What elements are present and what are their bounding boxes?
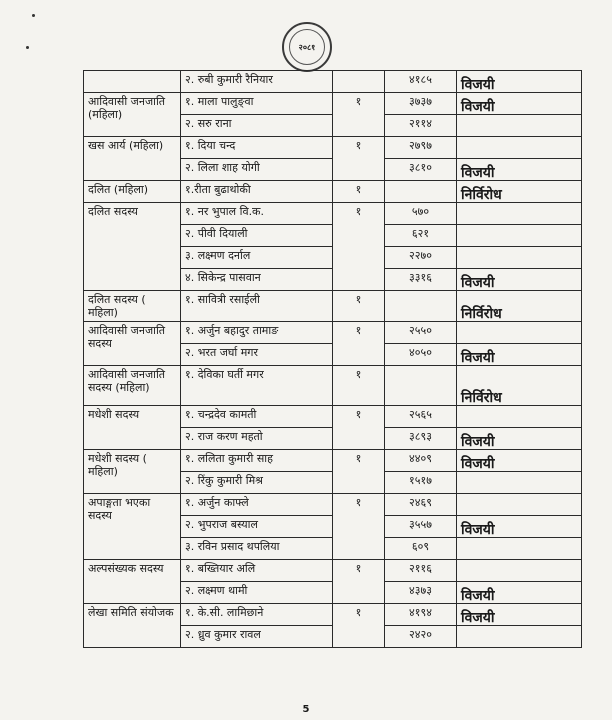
post-cell: आदिवासी जनजाति (महिला) bbox=[84, 93, 181, 137]
post-cell: लेखा समिति संयोजक bbox=[84, 604, 181, 648]
seats-cell: १ bbox=[333, 450, 385, 494]
candidate-cell: १. अर्जुन बहादुर तामाङ bbox=[181, 322, 333, 344]
candidate-cell: २. सरु राना bbox=[181, 115, 333, 137]
result-cell: निर्विरोध bbox=[457, 291, 582, 322]
votes-cell: ४०५० bbox=[385, 344, 457, 366]
candidate-cell: १. बख्तियार अलि bbox=[181, 560, 333, 582]
votes-cell: ३५५७ bbox=[385, 516, 457, 538]
margin-dot bbox=[32, 14, 35, 17]
candidate-cell: १. नर भुपाल वि.क. bbox=[181, 203, 333, 225]
result-cell bbox=[457, 494, 582, 516]
table-row bbox=[84, 450, 582, 472]
result-cell: विजयी bbox=[457, 428, 582, 450]
votes-cell: ४४०९ bbox=[385, 450, 457, 472]
candidate-cell: २. रुबी कुमारी रैनियार bbox=[181, 71, 333, 93]
post-cell: खस आर्य (महिला) bbox=[84, 137, 181, 181]
table-row bbox=[84, 604, 582, 626]
votes-cell: २४२० bbox=[385, 626, 457, 648]
seats-cell: १ bbox=[333, 291, 385, 322]
votes-cell: २२७० bbox=[385, 247, 457, 269]
result-cell bbox=[457, 137, 582, 159]
votes-cell: ४३७३ bbox=[385, 582, 457, 604]
table-row bbox=[84, 406, 582, 428]
result-cell: विजयी bbox=[457, 604, 582, 626]
candidate-cell: २. लिला शाह योगी bbox=[181, 159, 333, 181]
candidate-cell: १. दिया चन्द bbox=[181, 137, 333, 159]
table-row bbox=[84, 322, 582, 344]
post-cell: अल्पसंख्यक सदस्य bbox=[84, 560, 181, 604]
candidate-cell: २. लक्ष्मण थामी bbox=[181, 582, 333, 604]
candidate-cell: २. भरत जर्घा मगर bbox=[181, 344, 333, 366]
table-row bbox=[84, 494, 582, 516]
result-cell bbox=[457, 247, 582, 269]
seal-text: २०८१ bbox=[289, 29, 325, 65]
candidate-cell: २. ध्रुव कुमार रावल bbox=[181, 626, 333, 648]
votes-cell: २५६५ bbox=[385, 406, 457, 428]
result-cell bbox=[457, 322, 582, 344]
result-cell: विजयी bbox=[457, 450, 582, 472]
candidate-cell: २. रिंकु कुमारी मिश्र bbox=[181, 472, 333, 494]
seats-cell bbox=[333, 71, 385, 93]
result-cell bbox=[457, 225, 582, 247]
votes-cell: २५५० bbox=[385, 322, 457, 344]
table-row bbox=[84, 366, 582, 406]
candidate-cell: १. माला पालुङ्वा bbox=[181, 93, 333, 115]
candidate-cell: १. के.सी. लामिछाने bbox=[181, 604, 333, 626]
votes-cell: ५७० bbox=[385, 203, 457, 225]
candidate-cell: ४. सिकेन्द्र पासवान bbox=[181, 269, 333, 291]
votes-cell: ३८९३ bbox=[385, 428, 457, 450]
candidate-cell: १. ललिता कुमारी साह bbox=[181, 450, 333, 472]
result-cell: विजयी bbox=[457, 269, 582, 291]
post-cell: अपाङ्गता भएका सदस्य bbox=[84, 494, 181, 560]
seats-cell: १ bbox=[333, 366, 385, 406]
seats-cell: १ bbox=[333, 406, 385, 450]
post-cell: आदिवासी जनजाति सदस्य bbox=[84, 322, 181, 366]
candidate-cell: २. भुपराज बस्याल bbox=[181, 516, 333, 538]
candidate-cell: २. राज करण महतो bbox=[181, 428, 333, 450]
post-cell: दलित सदस्य ( महिला) bbox=[84, 291, 181, 322]
candidate-cell: १. अर्जुन काफ्ले bbox=[181, 494, 333, 516]
result-cell: विजयी bbox=[457, 582, 582, 604]
result-cell bbox=[457, 472, 582, 494]
election-results-table bbox=[83, 70, 582, 648]
votes-cell: २४६९ bbox=[385, 494, 457, 516]
seats-cell: १ bbox=[333, 494, 385, 560]
seats-cell: १ bbox=[333, 322, 385, 366]
seats-cell: १ bbox=[333, 203, 385, 291]
table-row bbox=[84, 203, 582, 225]
result-cell bbox=[457, 115, 582, 137]
candidate-cell: १. देविका घर्ती मगर bbox=[181, 366, 333, 406]
result-cell bbox=[457, 203, 582, 225]
post-cell: मधेशी सदस्य bbox=[84, 406, 181, 450]
post-cell: मधेशी सदस्य ( महिला) bbox=[84, 450, 181, 494]
votes-cell: ३८१० bbox=[385, 159, 457, 181]
votes-cell: २११४ bbox=[385, 115, 457, 137]
post-cell: दलित (महिला) bbox=[84, 181, 181, 203]
votes-cell: ४१९४ bbox=[385, 604, 457, 626]
seats-cell: १ bbox=[333, 181, 385, 203]
page-number: 5 bbox=[302, 704, 310, 715]
votes-cell bbox=[385, 181, 457, 203]
result-cell bbox=[457, 626, 582, 648]
result-cell: विजयी bbox=[457, 71, 582, 93]
votes-cell: ३७३७ bbox=[385, 93, 457, 115]
votes-cell bbox=[385, 366, 457, 406]
votes-cell: १५१७ bbox=[385, 472, 457, 494]
seats-cell: १ bbox=[333, 604, 385, 648]
candidate-cell: २. पीवी दियाली bbox=[181, 225, 333, 247]
result-cell bbox=[457, 538, 582, 560]
votes-cell: २७९७ bbox=[385, 137, 457, 159]
candidate-cell: ३. रविन प्रसाद थपलिया bbox=[181, 538, 333, 560]
votes-cell: ३३१६ bbox=[385, 269, 457, 291]
candidate-cell: ३. लक्ष्मण दर्नाल bbox=[181, 247, 333, 269]
seats-cell: १ bbox=[333, 137, 385, 181]
table-row bbox=[84, 560, 582, 582]
result-cell: निर्विरोध bbox=[457, 181, 582, 203]
office-seal bbox=[282, 22, 332, 72]
votes-cell: ४१८५ bbox=[385, 71, 457, 93]
votes-cell: ६२१ bbox=[385, 225, 457, 247]
seats-cell: १ bbox=[333, 560, 385, 604]
candidate-cell: १. सावित्री रसाईली bbox=[181, 291, 333, 322]
result-cell: निर्विरोध bbox=[457, 366, 582, 406]
result-cell: विजयी bbox=[457, 516, 582, 538]
result-cell: विजयी bbox=[457, 93, 582, 115]
candidate-cell: १. चन्द्रदेव कामती bbox=[181, 406, 333, 428]
table-row bbox=[84, 181, 582, 203]
table-row bbox=[84, 137, 582, 159]
margin-dot bbox=[26, 46, 29, 49]
votes-cell: २११६ bbox=[385, 560, 457, 582]
result-cell: विजयी bbox=[457, 344, 582, 366]
seats-cell: १ bbox=[333, 93, 385, 137]
table-row bbox=[84, 291, 582, 322]
post-cell: आदिवासी जनजाति सदस्य (महिला) bbox=[84, 366, 181, 406]
table-row bbox=[84, 93, 582, 115]
candidate-cell: १.रीता बुढाथोकी bbox=[181, 181, 333, 203]
post-cell: दलित सदस्य bbox=[84, 203, 181, 291]
result-cell: विजयी bbox=[457, 159, 582, 181]
result-cell bbox=[457, 560, 582, 582]
votes-cell bbox=[385, 291, 457, 322]
votes-cell: ६०९ bbox=[385, 538, 457, 560]
post-cell bbox=[84, 71, 181, 93]
table-row bbox=[84, 71, 582, 93]
result-cell bbox=[457, 406, 582, 428]
